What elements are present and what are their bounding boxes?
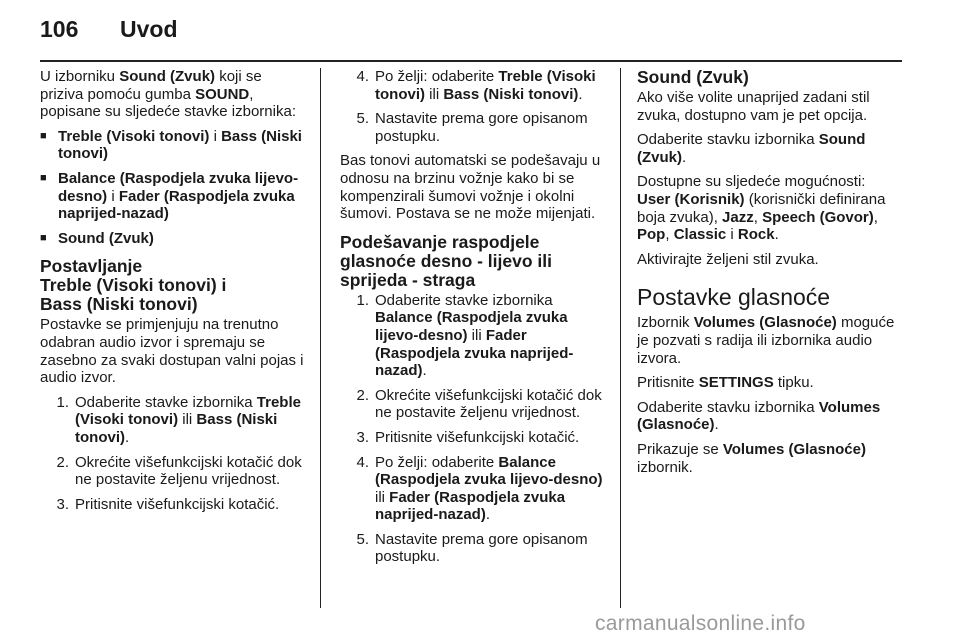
step-number: 5. bbox=[356, 530, 369, 548]
intro-paragraph bbox=[40, 68, 304, 121]
step-text bbox=[375, 68, 596, 103]
text-run: Po želji: odaberite bbox=[375, 68, 499, 85]
text-run: , bbox=[753, 208, 763, 226]
header-rule bbox=[40, 60, 902, 62]
column-divider bbox=[620, 68, 621, 608]
list-item bbox=[349, 454, 604, 524]
bullet-text bbox=[58, 170, 298, 222]
watermark: carmanualsonline.info bbox=[595, 612, 806, 635]
bold-text: Sound (Zvuk) bbox=[58, 229, 154, 247]
text-run: . bbox=[682, 148, 687, 166]
numbered-list bbox=[349, 68, 604, 145]
section-heading-sound: Sound (Zvuk) bbox=[637, 67, 749, 87]
column-2 bbox=[340, 68, 604, 573]
text-run: . bbox=[125, 428, 130, 446]
step-number: 4. bbox=[356, 68, 369, 85]
text-run: i bbox=[209, 127, 222, 145]
text-run: , bbox=[665, 226, 674, 244]
text-run: ili bbox=[375, 488, 390, 506]
step-number: 2. bbox=[56, 453, 69, 471]
text-run: Odaberite stavku izbornika bbox=[637, 131, 819, 149]
heading-line: Postavljanje bbox=[40, 256, 143, 277]
body-paragraph: Aktivirajte željeni stil zvuka. bbox=[637, 250, 819, 268]
list-item bbox=[349, 429, 604, 447]
heading-line: sprijeda - straga bbox=[340, 269, 476, 290]
column-divider bbox=[320, 68, 321, 608]
body-paragraph bbox=[637, 399, 901, 434]
step-text bbox=[375, 429, 579, 446]
text-run: Okrećite višefunkcijski kotačić dok ne postavite željenu vrijednost. bbox=[375, 386, 602, 422]
bold-text: Bass (Niski tonovi) bbox=[443, 85, 579, 103]
step-number: 1. bbox=[356, 291, 369, 309]
heading-line: Podešavanje raspodjele bbox=[340, 231, 540, 252]
body-paragraph: Postavke se primjenjuju na trenutno odabran audio izvor i spremaju se zasebno za svaki dostupan valni pojas i audio izvor. bbox=[40, 316, 304, 387]
text-run: Odaberite stavke izbornika bbox=[75, 393, 257, 411]
text-run: . bbox=[578, 85, 583, 103]
text-run: Okrećite višefunkcijski kotačić dok ne postavite željenu vrijednost. bbox=[75, 453, 302, 489]
bold-text: Volumes (Glasnoće) bbox=[693, 314, 837, 332]
text-run: . bbox=[485, 506, 491, 524]
text-run: Po želji: odaberite bbox=[375, 453, 499, 471]
body-paragraph bbox=[637, 441, 901, 476]
bold-text: Fader (Raspodjela zvuka naprijed-nazad) bbox=[58, 187, 295, 223]
column-1 bbox=[40, 68, 304, 520]
list-item bbox=[349, 110, 604, 145]
text-run: moguće je pozvati s radija ili izbornika audio izvora. bbox=[637, 314, 895, 367]
text-run: tipku. bbox=[773, 374, 814, 392]
text-run: izbornik. bbox=[637, 458, 693, 476]
bullet-item bbox=[40, 128, 304, 163]
text-run: ili bbox=[178, 411, 197, 429]
text-run: i bbox=[107, 187, 119, 205]
section-heading-volume: Postavke glasnoće bbox=[637, 284, 831, 311]
step-text bbox=[375, 531, 588, 566]
text-run: Nastavite prema gore opisanom postupku. bbox=[375, 530, 588, 566]
bold-text: Classic bbox=[673, 226, 727, 244]
text-run: i bbox=[726, 226, 738, 244]
step-number: 1. bbox=[56, 393, 69, 411]
bold-text: Balance (Raspodjela zvuka lijevo-desno) bbox=[375, 309, 568, 344]
bold-text: Volumes (Glasnoće) bbox=[637, 398, 881, 434]
list-item bbox=[349, 68, 604, 103]
bullet-icon: ■ bbox=[40, 231, 47, 244]
step-text bbox=[75, 496, 279, 513]
step-number: 2. bbox=[356, 386, 369, 404]
bold-text: SOUND bbox=[195, 85, 250, 103]
numbered-list bbox=[349, 292, 604, 566]
bold-text: Speech (Govor) bbox=[762, 208, 874, 226]
bold-text: Treble (Visoki tonovi) bbox=[75, 393, 301, 429]
list-item bbox=[49, 454, 304, 489]
section-heading-balance-fader bbox=[340, 233, 604, 290]
text-run: , popisane su sljedeće stavke izbornika: bbox=[40, 85, 296, 121]
bold-text: Fader (Raspodjela zvuka naprijed-nazad) bbox=[375, 488, 566, 524]
page-header bbox=[40, 16, 920, 56]
text-run: . bbox=[422, 362, 427, 380]
text-run: Odaberite stavku izbornika bbox=[637, 398, 819, 416]
step-number: 5. bbox=[356, 110, 369, 128]
bullet-icon: ■ bbox=[40, 171, 47, 184]
text-run: Nastavite prema gore opisanom postupku. bbox=[375, 110, 588, 145]
bullet-text bbox=[58, 128, 302, 163]
text-run: . bbox=[774, 226, 779, 244]
step-text bbox=[75, 394, 301, 446]
bullet-list bbox=[40, 128, 304, 248]
text-run: Dostupne su sljedeće mogućnosti: bbox=[637, 173, 866, 191]
text-run: (korisnički definirana boja zvuka), bbox=[637, 190, 886, 226]
body-paragraph bbox=[637, 131, 901, 166]
list-item bbox=[49, 496, 304, 514]
text-run: ili bbox=[425, 85, 444, 103]
heading-line: Treble (Visoki tonovi) i bbox=[40, 275, 227, 296]
step-text bbox=[75, 454, 302, 489]
section-heading-treble-bass bbox=[40, 257, 304, 314]
body-paragraph bbox=[637, 173, 901, 243]
step-text bbox=[375, 454, 603, 524]
text-run: ili bbox=[467, 326, 486, 344]
numbered-list bbox=[49, 394, 304, 514]
list-item bbox=[349, 531, 604, 566]
text-run: , bbox=[873, 208, 878, 226]
bold-text: Fader (Raspodjela zvuka naprijed-nazad) bbox=[375, 326, 574, 380]
bullet-item bbox=[40, 170, 304, 223]
bullet-icon: ■ bbox=[40, 129, 47, 142]
bold-text: Treble (Visoki tonovi) bbox=[58, 127, 210, 145]
text-run: U izborniku bbox=[40, 68, 120, 85]
page-number: 106 bbox=[40, 16, 79, 42]
bold-text: Jazz bbox=[722, 208, 754, 226]
list-item bbox=[349, 387, 604, 422]
bold-text: Rock bbox=[737, 226, 775, 244]
bold-text: Pop bbox=[637, 226, 666, 244]
bold-text: Bass (Niski tonovi) bbox=[58, 127, 302, 163]
text-run: Odaberite stavke izbornika bbox=[375, 291, 553, 309]
step-text bbox=[375, 292, 573, 379]
bullet-text bbox=[58, 230, 154, 247]
step-text bbox=[375, 110, 588, 145]
text-run: Pritisnite višefunkcijski kotačić. bbox=[75, 495, 280, 513]
step-number: 4. bbox=[356, 453, 369, 471]
chapter-title: Uvod bbox=[120, 16, 178, 42]
bold-text: SETTINGS bbox=[698, 374, 774, 392]
heading-line: glasnoće desno - lijevo ili bbox=[340, 250, 552, 271]
heading-line: Bass (Niski tonovi) bbox=[40, 294, 198, 315]
text-run: . bbox=[714, 416, 719, 434]
bold-text: Volumes (Glasnoće) bbox=[722, 440, 866, 458]
body-paragraph bbox=[637, 314, 901, 367]
text-run: koji se priziva pomoću gumba bbox=[40, 68, 262, 103]
column-3 bbox=[637, 68, 901, 483]
step-text bbox=[375, 387, 602, 422]
list-item bbox=[349, 292, 604, 380]
bold-text: Bass (Niski tonovi) bbox=[75, 411, 278, 446]
bullet-item bbox=[40, 230, 304, 248]
list-item bbox=[49, 394, 304, 447]
bold-text: Balance (Raspodjela zvuka lijevo-desno) bbox=[58, 169, 299, 205]
step-number: 3. bbox=[356, 428, 369, 446]
text-run: Pritisnite bbox=[637, 374, 699, 392]
text-run: Pritisnite višefunkcijski kotačić. bbox=[375, 428, 580, 446]
text-run: Prikazuje se bbox=[637, 440, 723, 458]
bold-text: Balance (Raspodjela zvuka lijevo-desno) bbox=[375, 453, 603, 489]
bold-text: Treble (Visoki tonovi) bbox=[375, 68, 596, 103]
body-paragraph bbox=[637, 374, 901, 392]
text-run: Izbornik bbox=[637, 314, 694, 332]
bold-text: Sound (Zvuk) bbox=[637, 131, 866, 166]
body-paragraph: Ako više volite unaprijed zadani stil zvuka, dostupno vam je pet opcija. bbox=[637, 89, 870, 124]
body-paragraph: Bas tonovi automatski se podešavaju u odnosu na brzinu vožnje kako bi se kompenzirali šumovi vožnje i okolni šumovi. Postava se ne može mijenjati. bbox=[340, 152, 601, 223]
bold-text: Sound (Zvuk) bbox=[119, 68, 216, 85]
step-number: 3. bbox=[56, 495, 69, 513]
bold-text: User (Korisnik) bbox=[637, 190, 745, 208]
